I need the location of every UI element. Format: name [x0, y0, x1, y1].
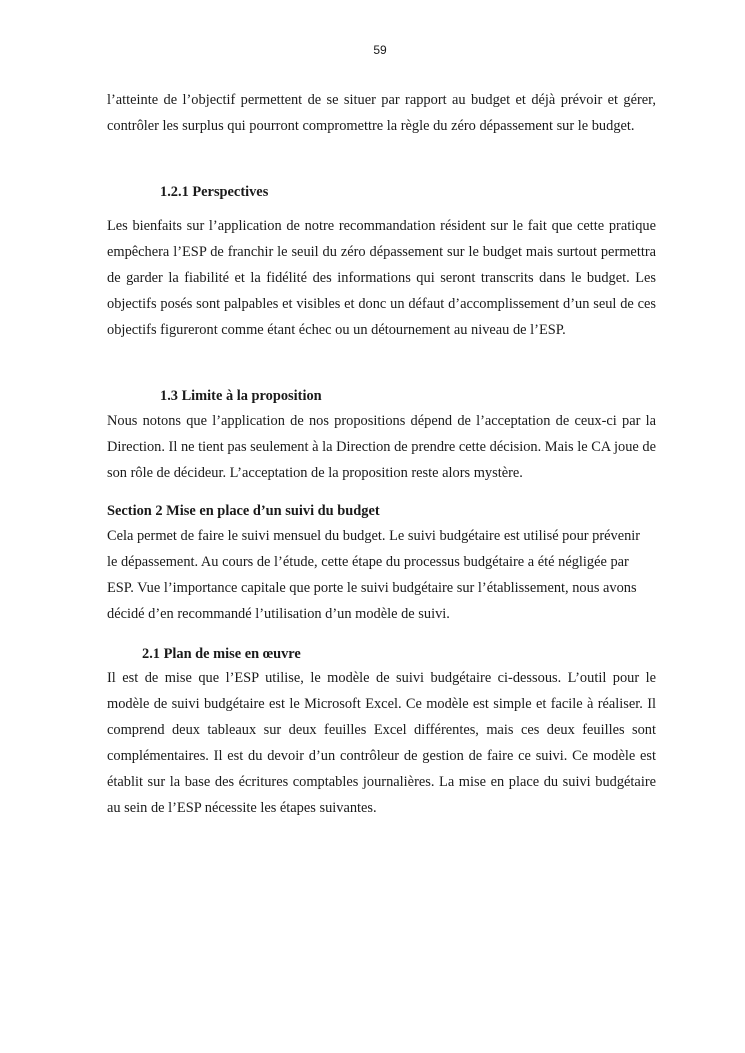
paragraph-perspectives: Les bienfaits sur l’application de notre recommandation résident sur le fait que cette pratique empêchera l’ESP de franchir le seuil du zéro dépassement sur le budget mais surtout permettra de garder la fiabilité et la fidélité des informations qui seront transcrits dans le budget. Les objectifs posés sont palpables et visibles et donc un défaut d’accomplissement d’un seul de ces objectifs figureront comme étant échec ou un détournement au niveau de l’ESP. [107, 218, 656, 338]
paragraph-plan: Il est de mise que l’ESP utilise, le modèle de suivi budgétaire ci-dessous. L’outil pour le modèle de suivi budgétaire est le Microsoft Excel. Ce modèle est simple et facile à réaliser. Il comprend deux tableaux sur deux feuilles Excel différentes, mais ces deux feuilles sont complémentaires. Il est du devoir d’un contrôleur de gestion de faire ce suivi. Ce modèle est établit sur la base des écritures comptables journalières. La mise en place du suivi budgétaire au sein de l’ESP nécessite les étapes suivantes. [107, 670, 656, 816]
paragraph-section-2: Cela permet de faire le suivi mensuel du budget. Le suivi budgétaire est utilisé pour prévenir le dépassement. Au cours de l’étude, cette étape du processus budgétaire a été négligée par ESP. Vue l’importance capitale que porte le suivi budgétaire sur l’établissement, nous avons décidé d’en recommandé l’utilisation d’un modèle de suivi. [107, 528, 641, 622]
paragraph-limite: Nous notons que l’application de nos propositions dépend de l’acceptation de ceux-ci par la Direction. Il ne tient pas seulement à la Direction de prendre cette décision. Mais le CA joue de son rôle de décideur. L’acceptation de la proposition reste alors mystère. [107, 413, 656, 481]
page-number: 59 [373, 43, 387, 57]
paragraph-intro: l’atteinte de l’objectif permettent de se situer par rapport au budget et déjà prévoir et gérer, contrôler les surplus qui pourront compromettre la règle du zéro dépassement sur le budget. [107, 92, 656, 134]
heading-section-2: Section 2 Mise en place d’un suivi du budget [107, 503, 380, 519]
heading-limite: 1.3 Limite à la proposition [160, 388, 322, 404]
heading-perspectives: 1.2.1 Perspectives [160, 184, 269, 200]
heading-plan: 2.1 Plan de mise en œuvre [142, 646, 301, 662]
